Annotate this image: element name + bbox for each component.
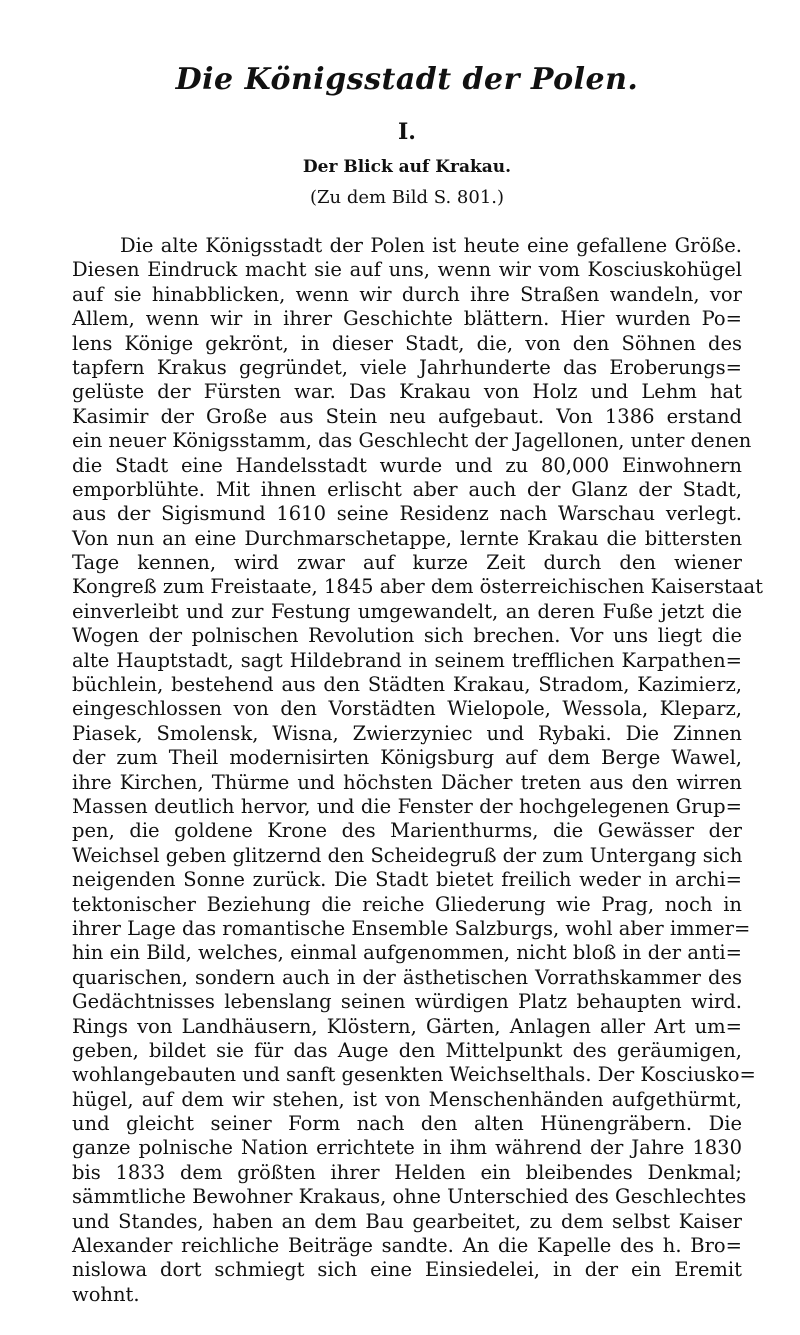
text-line: büchlein, bestehend aus den Städten Krakau, Stradom, Kazimierz, bbox=[72, 673, 742, 697]
text-line: Weichsel geben glitzernd den Scheidegruß der zum Untergang sich bbox=[72, 843, 743, 867]
text-line: Die alte Königsstadt der Polen ist heute eine gefallene Größe. bbox=[120, 234, 742, 257]
text-line: sämmtliche Bewohner Krakaus, ohne Unterschied des Geschlechtes bbox=[72, 1185, 747, 1209]
text-line: Gedächtnisses lebenslang seinen würdigen Platz behaupten wird. bbox=[72, 990, 742, 1014]
text-line: Kasimir der Große aus Stein neu aufgebaut. Von 1386 erstand bbox=[72, 404, 742, 428]
text-line: ganze polnische Nation errichtete in ihm während der Jahre 1830 bbox=[72, 1136, 742, 1160]
text-line: ein neuer Königsstamm, das Geschlecht der Jagellonen, unter denen bbox=[72, 429, 752, 453]
text-line: eingeschlossen von den Vorstädten Wielopole, Wessola, Kleparz, bbox=[72, 697, 742, 721]
text-line: bis 1833 dem größten ihrer Helden ein bleibendes Denkmal; bbox=[72, 1160, 742, 1184]
text-line: die Stadt eine Handelsstadt wurde und zu 80,000 Einwohnern bbox=[72, 453, 742, 477]
body-paragraph bbox=[72, 234, 763, 1307]
text-line: Tage kennen, wird zwar auf kurze Zeit durch den wiener bbox=[72, 551, 742, 575]
section-number: I. bbox=[398, 119, 416, 145]
text-line: ihre Kirchen, Thürme und höchsten Dächer treten aus den wirren bbox=[72, 770, 742, 794]
text-line: geben, bildet sie für das Auge den Mittelpunkt des geräumigen, bbox=[72, 1038, 742, 1062]
text-line: neigenden Sonne zurück. Die Stadt bietet freilich weder in archi= bbox=[72, 868, 742, 892]
text-line: tapfern Krakus gegründet, viele Jahrhunderte das Eroberungs= bbox=[72, 355, 742, 379]
text-line: Allem, wenn wir in ihrer Geschichte blättern. Hier wurden Po= bbox=[72, 307, 742, 331]
text-line: einverleibt und zur Festung umgewandelt, an deren Fuße jetzt die bbox=[72, 599, 742, 623]
text-line: ihrer Lage das romantische Ensemble Salzburgs, wohl aber immer= bbox=[72, 916, 751, 940]
text-line: und gleicht seiner Form nach den alten Hünengräbern. Die bbox=[72, 1112, 742, 1136]
text-line: hügel, auf dem wir stehen, ist von Menschenhänden aufgethürmt, bbox=[72, 1087, 742, 1111]
text-line: wohnt. bbox=[72, 1282, 140, 1306]
text-line: emporblühte. Mit ihnen erlischt aber auch der Glanz der Stadt, bbox=[72, 477, 742, 501]
text-line: alte Hauptstadt, sagt Hildebrand in seinem trefflichen Karpathen= bbox=[72, 648, 742, 672]
text-line: Alexander reichliche Beiträge sandte. An die Kapelle des h. Bro= bbox=[72, 1234, 742, 1258]
section-subtitle: Der Blick auf Krakau. bbox=[302, 157, 512, 177]
text-line: pen, die goldene Krone des Marienthurms, die Gewässer der bbox=[72, 819, 742, 843]
text-line: Von nun an eine Durchmarschetappe, lernte Krakau die bittersten bbox=[72, 526, 742, 550]
text-line: der zum Theil modernisirten Königsburg auf dem Berge Wawel, bbox=[72, 746, 742, 770]
text-line: gelüste der Fürsten war. Das Krakau von Holz und Lehm hat bbox=[72, 380, 742, 404]
text-line: wohlangebauten und sanft gesenkten Weichselthals. Der Kosciusko= bbox=[72, 1063, 756, 1087]
text-line: Wogen der polnischen Revolution sich brechen. Vor uns liegt die bbox=[72, 624, 742, 648]
text-line: quarischen, sondern auch in der ästhetischen Vorrathskammer des bbox=[72, 965, 742, 989]
text-line: hin ein Bild, welches, einmal aufgenommen, nicht bloß in der anti= bbox=[72, 941, 742, 965]
text-line: Massen deutlich hervor, und die Fenster der hochgelegenen Grup= bbox=[72, 794, 742, 818]
text-line: lens Könige gekrönt, in dieser Stadt, die, von den Söhnen des bbox=[72, 331, 742, 355]
text-line: Diesen Eindruck macht sie auf uns, wenn wir vom Kosciuskohügel bbox=[72, 258, 742, 282]
text-line: Rings von Landhäusern, Klöstern, Gärten, Anlagen aller Art um= bbox=[72, 1014, 742, 1038]
text-line: und Standes, haben an dem Bau gearbeitet, zu dem selbst Kaiser bbox=[72, 1209, 742, 1233]
text-line: aus der Sigismund 1610 seine Residenz nach Warschau verlegt. bbox=[72, 502, 742, 526]
text-line: nislowa dort schmiegt sich eine Einsiedelei, in der ein Eremit bbox=[72, 1258, 742, 1282]
text-line: Piasek, Smolensk, Wisna, Zwierzyniec und Rybaki. Die Zinnen bbox=[72, 721, 742, 745]
text-line: auf sie hinabblicken, wenn wir durch ihre Straßen wandeln, vor bbox=[72, 282, 742, 306]
text-line: Kongreß zum Freistaate, 1845 aber dem österreichischen Kaiserstaat bbox=[72, 575, 763, 599]
text-line: tektonischer Beziehung die reiche Gliederung wie Prag, noch in bbox=[72, 892, 742, 916]
article-title: Die Königsstadt der Polen. bbox=[175, 62, 639, 97]
image-reference-note: (Zu dem Bild S. 801.) bbox=[309, 187, 505, 208]
